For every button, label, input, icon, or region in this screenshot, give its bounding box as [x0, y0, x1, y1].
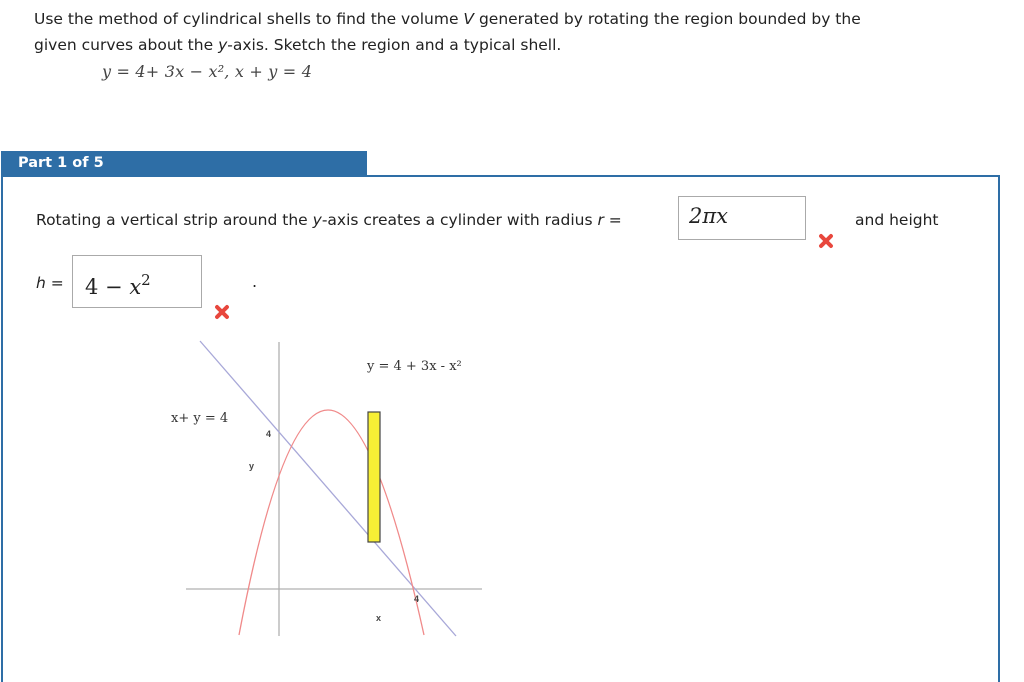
y-intercept-tick: 4: [266, 429, 272, 439]
height-answer-exponent: 2: [141, 271, 151, 289]
y-axis-label: y: [249, 461, 255, 471]
problem-text: Use the method of cylindrical shells to find the volume: [34, 10, 464, 28]
and-height-text: and height: [855, 211, 939, 229]
curve-label: y = 4 + 3x - x²: [367, 359, 462, 374]
equals-sign: =: [45, 274, 64, 292]
axis-variable: y: [218, 36, 228, 54]
parabola-curve: [239, 410, 424, 635]
line-x-plus-y-eq-4: [200, 341, 456, 636]
problem-statement: [34, 6, 994, 58]
height-answer-base: 4 −: [85, 275, 130, 299]
height-label: [36, 274, 64, 292]
height-answer-input[interactable]: [72, 255, 202, 308]
height-answer-var: x: [129, 275, 142, 299]
problem-text: given curves about the: [34, 36, 219, 54]
volume-variable: V: [463, 10, 475, 28]
equals-sign: =: [603, 211, 622, 229]
question-text: [36, 211, 622, 229]
problem-line-1: [34, 6, 994, 32]
problem-line-2: [34, 32, 994, 58]
axis-variable: y: [312, 211, 322, 229]
line-label: x+ y = 4: [171, 411, 229, 426]
radius-variable: r: [597, 211, 604, 229]
part-tab: Part 1 of 5: [1, 151, 367, 176]
incorrect-x-icon: [818, 233, 834, 249]
radius-answer-input[interactable]: 2πx: [678, 196, 806, 240]
problem-text: -axis. Sketch the region and a typical shell.: [227, 36, 562, 54]
x-intercept-tick: 4: [414, 594, 420, 604]
shell-strip: [368, 412, 380, 542]
height-variable: h: [36, 274, 46, 292]
sentence-period: .: [252, 272, 258, 291]
given-equation: y = 4+ 3x − x², x + y = 4: [102, 62, 313, 81]
question-text-part: Rotating a vertical strip around the: [36, 211, 313, 229]
part-panel: [1, 175, 1000, 682]
region-sketch: [170, 330, 500, 650]
incorrect-x-icon: [214, 304, 230, 320]
problem-text: generated by rotating the region bounded by the: [474, 10, 861, 28]
question-text-part: -axis creates a cylinder with radius: [321, 211, 598, 229]
x-axis-label: x: [376, 613, 382, 623]
